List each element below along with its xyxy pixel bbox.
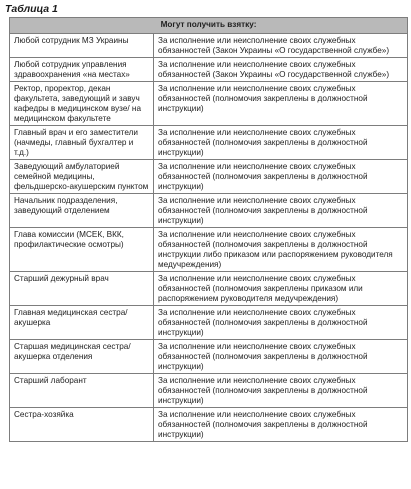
bribe-table (9, 17, 408, 442)
table-caption: Таблица 1 (5, 3, 58, 15)
position-cell: Заведующий амбулаторией семейной медицины, фельдшерско-акушерским пунктом (10, 160, 154, 194)
table-row (10, 34, 408, 58)
grounds-cell: За исполнение или неисполнение своих служебных обязанностей (полномочия закреплены в должностной инструкции) (154, 408, 408, 442)
position-cell: Ректор, проректор, декан факультета, заведующий и завуч кафедры в медицинском вузе/ на медицинском факультете (10, 82, 154, 126)
grounds-cell: За исполнение или неисполнение своих служебных обязанностей (полномочия закреплены в должностной инструкции) (154, 160, 408, 194)
position-cell: Любой сотрудник управления здравоохранения «на местах» (10, 58, 154, 82)
position-cell: Сестра-хозяйка (10, 408, 154, 442)
table-row (10, 408, 408, 442)
position-cell: Главный врач и его заместители (начмеды, главный бухгалтер и т.д.) (10, 126, 154, 160)
table-row (10, 160, 408, 194)
table-row (10, 340, 408, 374)
table-row (10, 306, 408, 340)
position-cell: Любой сотрудник МЗ Украины (10, 34, 154, 58)
grounds-cell: За исполнение или неисполнение своих служебных обязанностей (полномочия закреплены в должностной инструкции) (154, 126, 408, 160)
grounds-cell: За исполнение или неисполнение своих служебных обязанностей (полномочия закреплены приказом или распоряжением руководителя медучреждения) (154, 272, 408, 306)
table-row (10, 272, 408, 306)
grounds-cell: За исполнение или неисполнение своих служебных обязанностей (Закон Украины «О государственной службе») (154, 58, 408, 82)
position-cell: Старший лаборант (10, 374, 154, 408)
table-row (10, 82, 408, 126)
grounds-cell: За исполнение или неисполнение своих служебных обязанностей (полномочия закреплены в должностной инструкции либо приказом или распоряжением руководителя медучреждения) (154, 228, 408, 272)
table-row (10, 194, 408, 228)
grounds-cell: За исполнение или неисполнение своих служебных обязанностей (полномочия закреплены в должностной инструкции) (154, 374, 408, 408)
position-cell: Старшая медицинская сестра/ акушерка отделения (10, 340, 154, 374)
grounds-cell: За исполнение или неисполнение своих служебных обязанностей (полномочия закреплены в должностной инструкции) (154, 340, 408, 374)
table-header: Могут получить взятку: (10, 18, 408, 34)
grounds-cell: За исполнение или неисполнение своих служебных обязанностей (Закон Украины «О государственной службе») (154, 34, 408, 58)
position-cell: Старший дежурный врач (10, 272, 154, 306)
grounds-cell: За исполнение или неисполнение своих служебных обязанностей (полномочия закреплены в должностной инструкции) (154, 194, 408, 228)
position-cell: Начальник подразделения, заведующий отделением (10, 194, 154, 228)
position-cell: Глава комиссии (МСЕК, ВКК, профилактические осмотры) (10, 228, 154, 272)
table-row (10, 58, 408, 82)
table-row (10, 228, 408, 272)
grounds-cell: За исполнение или неисполнение своих служебных обязанностей (полномочия закреплены в должностной инструкции) (154, 306, 408, 340)
grounds-cell: За исполнение или неисполнение своих служебных обязанностей (полномочия закреплены в должностной инструкции) (154, 82, 408, 126)
position-cell: Главная медицинская сестра/ акушерка (10, 306, 154, 340)
table-row (10, 126, 408, 160)
table-row (10, 374, 408, 408)
